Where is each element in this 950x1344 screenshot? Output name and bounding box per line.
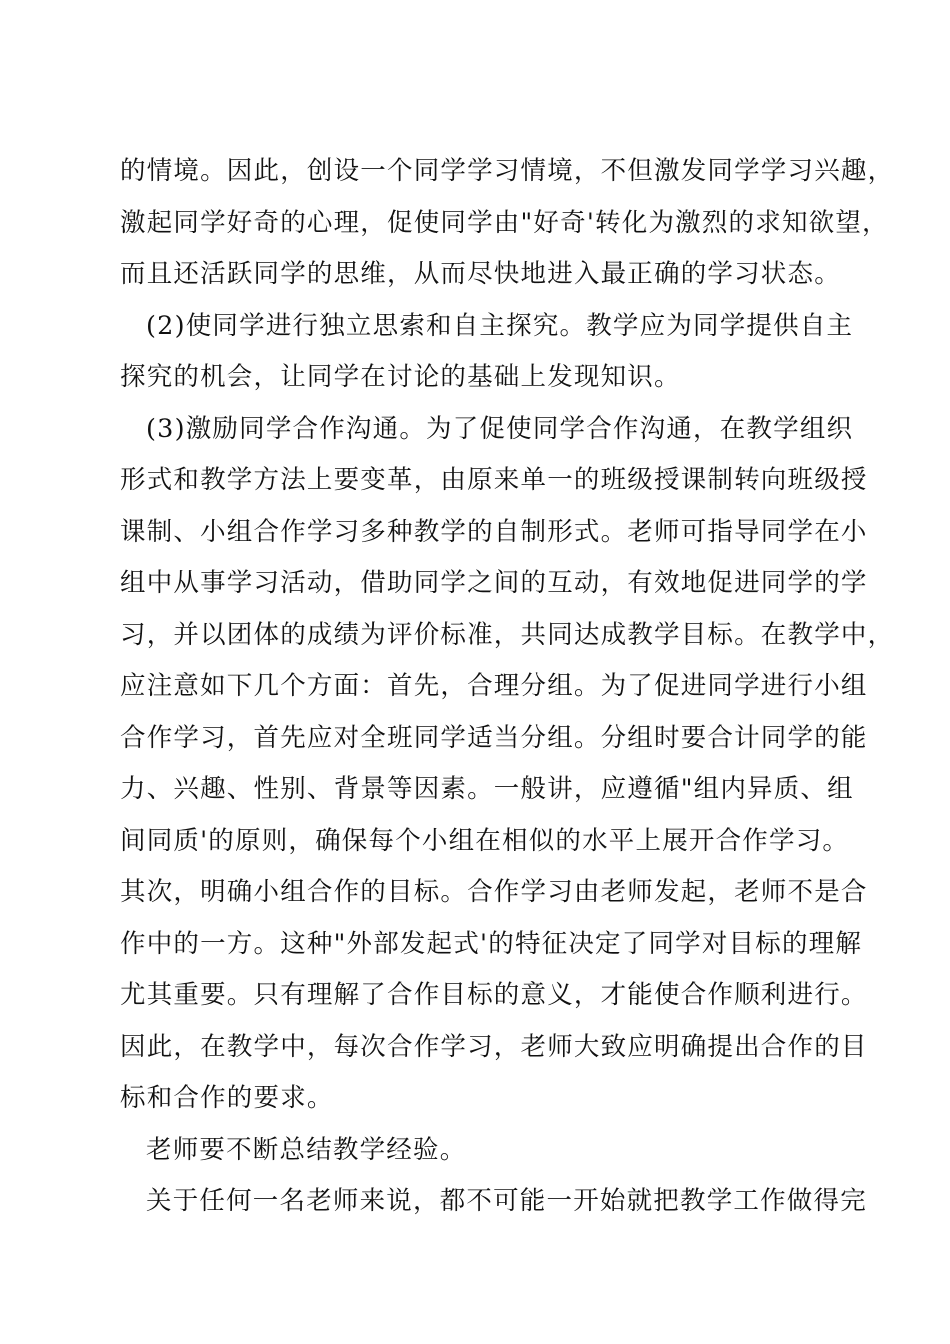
document-body	[120, 146, 895, 1228]
text-line: 激起同学好奇的心理，促使同学由"好奇'转化为激烈的求知欲望，	[120, 207, 889, 238]
text-line: 而且还活跃同学的思维，从而尽快地进入最正确的学习状态。	[120, 259, 841, 289]
text-line: 因此，在教学中，每次合作学习，老师大致应明确提出合作的目	[120, 1031, 868, 1062]
text-line: 力、兴趣、性别、背景等因素。一般讲，应遵循"组内异质、组	[120, 774, 854, 804]
text-line: 标和合作的要求。	[120, 1083, 334, 1113]
text-line: 作中的一方。这种"外部发起式'的特征决定了同学对目标的理解	[120, 928, 863, 959]
text-line: (2)使同学进行独立思索和自主探究。教学应为同学提供自主	[146, 310, 854, 341]
text-line: 习，并以团体的成绩为评价标准，共同达成教学目标。在教学中，	[120, 619, 895, 650]
text-line: 探究的机会，让同学在讨论的基础上发现知识。	[120, 362, 681, 392]
text-line: 课制、小组合作学习多种教学的自制形式。老师可指导同学在小	[120, 516, 868, 547]
text-line: 其次，明确小组合作的目标。合作学习由老师发起，老师不是合	[120, 877, 868, 907]
text-line: 关于任何一名老师来说，都不可能一开始就把教学工作做得完	[146, 1186, 867, 1216]
text-line: 形式和教学方法上要变革，由原来单一的班级授课制转向班级授	[120, 465, 868, 495]
text-line: 应注意如下几个方面：首先，合理分组。为了促进同学进行小组	[120, 671, 868, 701]
text-line: 尤其重要。只有理解了合作目标的意义，才能使合作顺利进行。	[120, 980, 868, 1010]
text-line: 合作学习，首先应对全班同学适当分组。分组时要合计同学的能	[120, 722, 868, 753]
text-line: 组中从事学习活动，借助同学之间的互动，有效地促进同学的学	[120, 568, 868, 598]
text-line: (3)激励同学合作沟通。为了促使同学合作沟通，在教学组织	[146, 413, 854, 444]
text-line: 间同质'的原则，确保每个小组在相似的水平上展开合作学习。	[120, 825, 850, 856]
text-line: 的情境。因此，创设一个同学学习情境，不但激发同学学习兴趣，	[120, 156, 895, 186]
text-line: 老师要不断总结教学经验。	[146, 1134, 467, 1165]
